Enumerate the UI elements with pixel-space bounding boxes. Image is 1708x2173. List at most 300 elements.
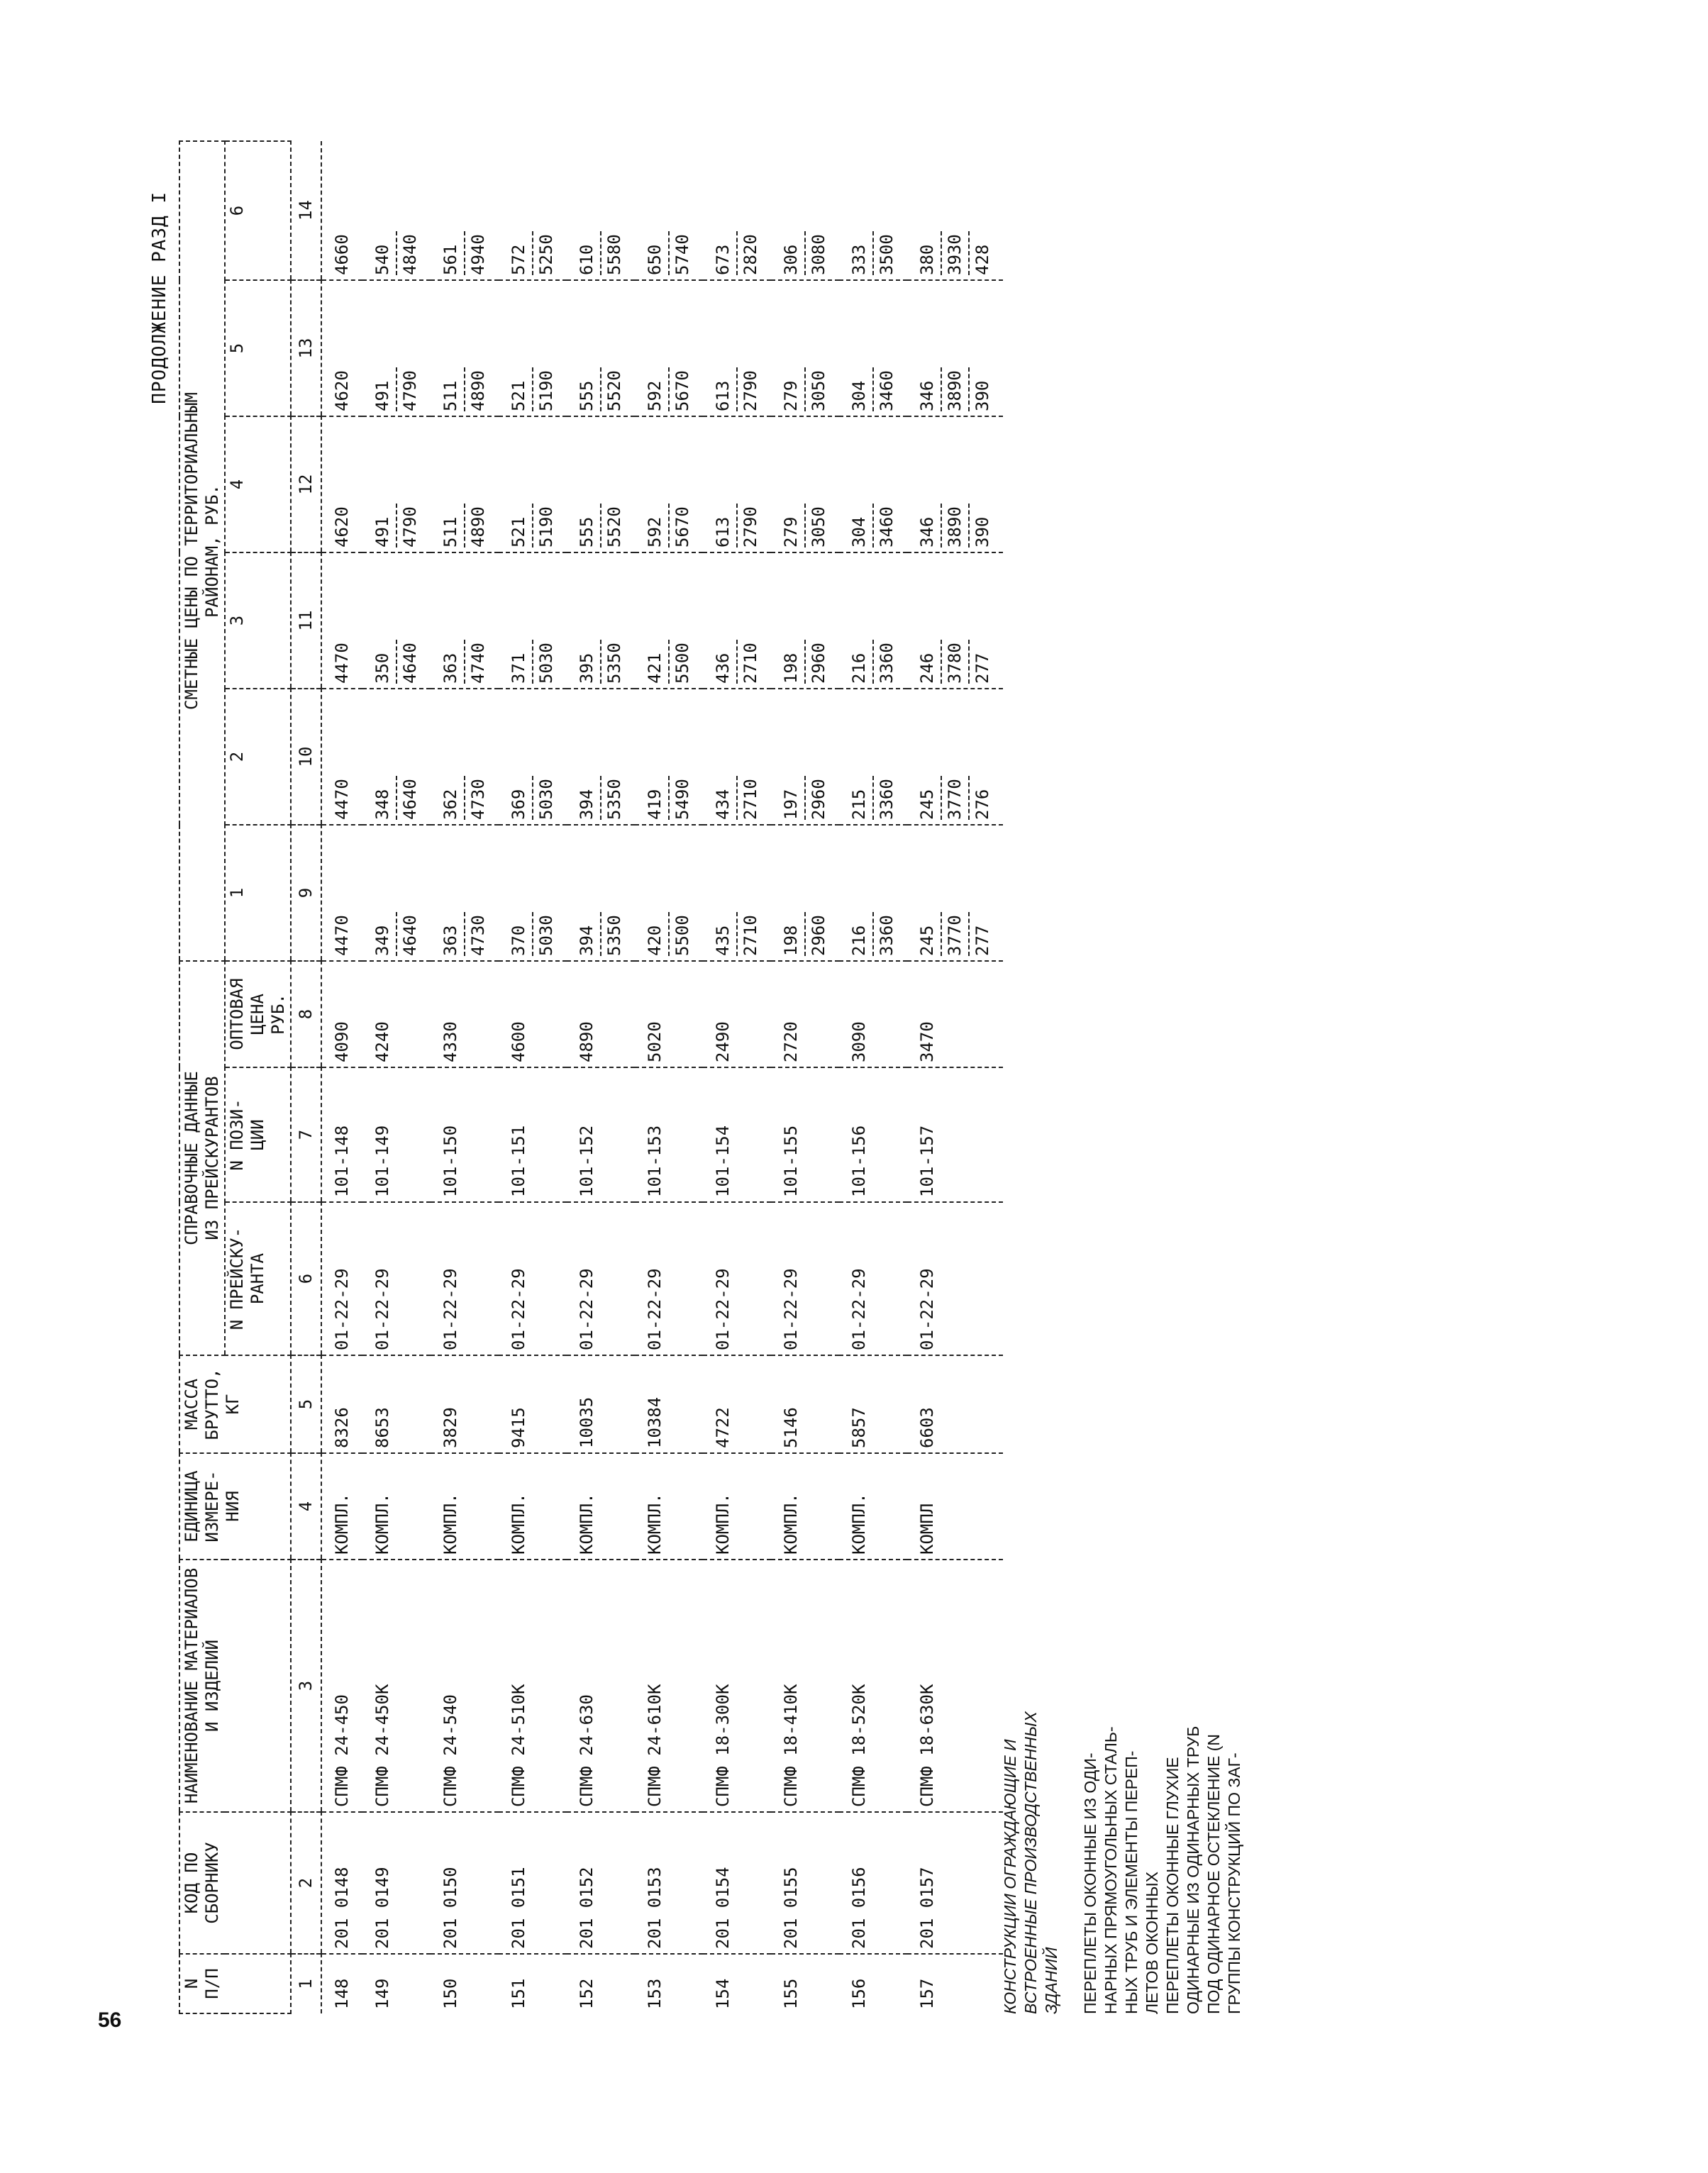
price-value: 4470 — [332, 643, 352, 684]
cell-zone-price — [321, 825, 362, 961]
cell-position: 101-154 — [703, 1067, 771, 1202]
price-value: 246 — [917, 652, 937, 684]
price-value: 5030 — [536, 643, 556, 684]
cell-zone-price — [703, 825, 771, 961]
cell-zone-price — [431, 552, 499, 689]
price-value: 4640 — [400, 915, 420, 956]
dashed-separator — [968, 231, 970, 275]
price-value: 362 — [440, 789, 460, 820]
cell-wholesale: 4240 — [362, 961, 431, 1067]
price-value: 5350 — [604, 915, 624, 956]
cell-mass: 3829 — [431, 1355, 499, 1453]
cell-name: СПМФ 24-610К — [635, 1560, 703, 1812]
cell-zone-price — [362, 689, 431, 825]
cell-zone-price — [499, 141, 567, 280]
price-value: 521 — [509, 380, 528, 411]
table-body — [321, 141, 1003, 2013]
dashed-separator — [464, 367, 465, 411]
column-number: 9 — [291, 825, 321, 961]
dashed-separator — [532, 776, 533, 820]
dashed-separator — [804, 912, 806, 956]
price-value: 5190 — [536, 370, 556, 411]
cell-mass: 8653 — [362, 1355, 431, 1453]
cell-zone-price — [499, 416, 567, 552]
price-value: 3780 — [945, 643, 965, 684]
price-value: 4470 — [332, 915, 352, 956]
cell-zone-price — [771, 280, 839, 416]
header-position: N ПОЗИ- ЦИИ — [225, 1067, 291, 1202]
dashed-separator — [396, 640, 397, 684]
dashed-separator — [396, 231, 397, 275]
cell-n: 151 — [509, 1978, 528, 2009]
dashed-separator — [736, 231, 738, 275]
cell-zone-price — [431, 416, 499, 552]
cell-n: 149 — [372, 1978, 392, 2009]
cell-position: 101-152 — [567, 1067, 635, 1202]
price-value: 561 — [440, 244, 460, 275]
price-value: 511 — [440, 516, 460, 548]
cell-zone-price — [771, 825, 839, 961]
dashed-separator — [464, 776, 465, 820]
dashed-separator — [532, 231, 533, 275]
price-value: 370 — [509, 925, 528, 956]
price-value: 4730 — [468, 779, 488, 820]
cell-zone-price — [635, 416, 703, 552]
dashed-separator — [736, 776, 738, 820]
price-value: 592 — [645, 516, 665, 548]
notes-section-title: КОНСТРУКЦИИ ОГРАЖДАЮЩИЕ И ВСТРОЕННЫЕ ПРОИЗВОДСТВЕННЫХ ЗДАНИЙ — [1001, 1711, 1060, 2014]
cell-position: 101-153 — [635, 1067, 703, 1202]
dashed-separator — [600, 640, 601, 684]
price-value: 2790 — [741, 370, 760, 411]
cell-name: СПМФ 18-410К — [771, 1560, 839, 1812]
cell-zone-price — [362, 552, 431, 689]
dashed-separator — [600, 231, 601, 275]
cell-n: 154 — [713, 1978, 733, 2009]
price-value: 2710 — [741, 915, 760, 956]
table-row — [839, 141, 907, 2013]
cell-code: 201 0155 — [771, 1812, 839, 1954]
cell-zone-price — [771, 141, 839, 280]
price-value: 421 — [645, 652, 665, 684]
price-value: 390 — [972, 516, 992, 548]
price-value: 3460 — [877, 370, 897, 411]
cell-zone-price — [839, 689, 907, 825]
dashed-separator — [872, 640, 874, 684]
price-value: 5030 — [536, 779, 556, 820]
cell-zone-price — [703, 280, 771, 416]
cell-zone-price — [635, 825, 703, 961]
price-value: 3770 — [945, 915, 965, 956]
table-row — [499, 141, 567, 2013]
dashed-separator — [532, 504, 533, 548]
cell-wholesale: 4890 — [567, 961, 635, 1067]
header-zone-6: 6 — [225, 141, 291, 280]
cell-pricelist: 01-22-29 — [771, 1202, 839, 1355]
cell-mass: 5857 — [839, 1355, 907, 1453]
table-row — [635, 141, 703, 2013]
header-unit: ЕДИНИЦА ИЗМЕРЕ- НИЯ — [179, 1453, 291, 1560]
cell-zone-price — [703, 141, 771, 280]
cell-n: 153 — [645, 1978, 665, 2009]
price-value: 3890 — [945, 506, 965, 548]
page-number: 56 — [98, 2008, 122, 2032]
price-value: 394 — [577, 789, 597, 820]
cell-name: СПМФ 18-520К — [839, 1560, 907, 1812]
price-value: 3360 — [877, 643, 897, 684]
cell-zone-price — [567, 416, 635, 552]
cell-wholesale: 3470 — [907, 961, 1003, 1067]
price-value: 279 — [781, 516, 801, 548]
cell-name: СПМФ 24-510К — [499, 1560, 567, 1812]
cell-unit: КОМПЛ. — [703, 1453, 771, 1560]
cell-mass: 10035 — [567, 1355, 635, 1453]
price-value: 371 — [509, 652, 528, 684]
table-row — [431, 141, 499, 2013]
price-value: 279 — [781, 380, 801, 411]
price-value: 304 — [849, 516, 869, 548]
cell-zone-price — [839, 825, 907, 961]
cell-wholesale: 4090 — [321, 961, 362, 1067]
dashed-separator — [396, 367, 397, 411]
price-value: 3080 — [809, 234, 828, 275]
price-value: 390 — [972, 380, 992, 411]
dashed-separator — [532, 912, 533, 956]
table-row — [907, 141, 1003, 2013]
dashed-separator — [736, 367, 738, 411]
cell-pricelist: 01-22-29 — [907, 1202, 1003, 1355]
dashed-separator — [968, 776, 970, 820]
price-value: 3890 — [945, 370, 965, 411]
cell-zone-price — [499, 825, 567, 961]
price-value: 436 — [713, 652, 733, 684]
price-value: 592 — [645, 380, 665, 411]
cell-position: 101-148 — [321, 1067, 362, 1202]
cell-zone-price — [907, 416, 1003, 552]
cell-zone-price — [907, 689, 1003, 825]
dashed-separator — [736, 640, 738, 684]
cell-pricelist: 01-22-29 — [839, 1202, 907, 1355]
price-value: 419 — [645, 789, 665, 820]
cell-zone-price — [362, 280, 431, 416]
column-number: 6 — [291, 1202, 321, 1355]
price-value: 2960 — [809, 779, 828, 820]
cell-pricelist: 01-22-29 — [703, 1202, 771, 1355]
price-value: 3360 — [877, 779, 897, 820]
header-n: N П/П — [179, 1954, 291, 2013]
dashed-separator — [968, 912, 970, 956]
cell-code: 201 0156 — [839, 1812, 907, 1954]
cell-n: 152 — [577, 1978, 597, 2009]
column-number: 5 — [291, 1355, 321, 1453]
price-value: 198 — [781, 652, 801, 684]
cell-unit: КОМПЛ. — [635, 1453, 703, 1560]
cell-zone-price — [499, 552, 567, 689]
cell-position: 101-157 — [907, 1067, 1003, 1202]
cell-n: 155 — [781, 1978, 801, 2009]
column-number: 7 — [291, 1067, 321, 1202]
cell-zone-price — [321, 280, 362, 416]
cell-zone-price — [839, 416, 907, 552]
dashed-separator — [872, 912, 874, 956]
column-number: 10 — [291, 689, 321, 825]
cell-zone-price — [839, 552, 907, 689]
price-value: 395 — [577, 652, 597, 684]
header-price-group: СМЕТНЫЕ ЦЕНЫ ПО ТЕРРИТОРИАЛЬНЫМ РАЙОНАМ, РУБ. — [179, 141, 225, 961]
cell-code: 201 0148 — [321, 1812, 362, 1954]
cell-name: СПМФ 24-630 — [567, 1560, 635, 1812]
dashed-separator — [668, 640, 670, 684]
dashed-separator — [464, 504, 465, 548]
cell-unit: КОМПЛ. — [362, 1453, 431, 1560]
column-numbers-row — [291, 141, 321, 2013]
cell-pricelist: 01-22-29 — [635, 1202, 703, 1355]
column-number: 8 — [291, 961, 321, 1067]
price-value: 4640 — [400, 643, 420, 684]
cell-pricelist: 01-22-29 — [362, 1202, 431, 1355]
price-value: 3360 — [877, 915, 897, 956]
dashed-separator — [941, 776, 942, 820]
price-value: 434 — [713, 789, 733, 820]
column-number: 1 — [291, 1954, 321, 2013]
cell-zone-price — [362, 141, 431, 280]
price-value: 333 — [849, 244, 869, 275]
cell-zone-price — [321, 141, 362, 280]
cell-n: 150 — [440, 1978, 460, 2009]
cell-zone-price — [567, 141, 635, 280]
price-value: 348 — [372, 789, 392, 820]
dashed-separator — [804, 367, 806, 411]
cell-n: 157 — [917, 1978, 937, 2009]
dashed-separator — [941, 367, 942, 411]
column-number: 3 — [291, 1560, 321, 1812]
price-value: 4730 — [468, 915, 488, 956]
dashed-separator — [396, 504, 397, 548]
price-value: 5490 — [672, 779, 692, 820]
cell-unit: КОМПЛ. — [839, 1453, 907, 1560]
price-value: 491 — [372, 516, 392, 548]
price-value: 3930 — [945, 234, 965, 275]
price-value: 245 — [917, 925, 937, 956]
cell-mass: 5146 — [771, 1355, 839, 1453]
cell-zone-price — [431, 689, 499, 825]
price-value: 521 — [509, 516, 528, 548]
dashed-separator — [872, 776, 874, 820]
cell-position: 101-150 — [431, 1067, 499, 1202]
dashed-separator — [668, 504, 670, 548]
price-value: 2790 — [741, 506, 760, 548]
price-value: 610 — [577, 244, 597, 275]
price-value: 4890 — [468, 370, 488, 411]
price-value: 363 — [440, 925, 460, 956]
header-zone-2: 2 — [225, 689, 291, 825]
cell-unit: КОМПЛ — [907, 1453, 1003, 1560]
cell-zone-price — [567, 280, 635, 416]
cell-name: СПМФ 24-540 — [431, 1560, 499, 1812]
price-value: 369 — [509, 789, 528, 820]
cell-mass: 10384 — [635, 1355, 703, 1453]
cell-zone-price — [431, 141, 499, 280]
price-value: 245 — [917, 789, 937, 820]
dashed-separator — [968, 504, 970, 548]
price-value: 3050 — [809, 370, 828, 411]
price-value: 3460 — [877, 506, 897, 548]
notes-block — [1000, 1617, 1245, 2014]
column-number: 4 — [291, 1453, 321, 1560]
header-zone-5: 5 — [225, 280, 291, 416]
dashed-separator — [804, 504, 806, 548]
cell-zone-price — [907, 825, 1003, 961]
cell-code: 201 0152 — [567, 1812, 635, 1954]
price-value: 197 — [781, 789, 801, 820]
cell-unit: КОМПЛ. — [431, 1453, 499, 1560]
table-row — [567, 141, 635, 2013]
dashed-separator — [600, 504, 601, 548]
rotated-page — [149, 142, 1291, 2014]
cell-mass: 8326 — [321, 1355, 362, 1453]
cell-zone-price — [907, 280, 1003, 416]
price-value: 3050 — [809, 506, 828, 548]
price-value: 5500 — [672, 915, 692, 956]
dashed-separator — [668, 231, 670, 275]
column-number: 2 — [291, 1812, 321, 1954]
cell-mass: 9415 — [499, 1355, 567, 1453]
price-table — [179, 140, 1003, 2014]
price-value: 198 — [781, 925, 801, 956]
price-value: 428 — [972, 244, 992, 275]
price-value: 363 — [440, 652, 460, 684]
price-value: 5670 — [672, 370, 692, 411]
dashed-separator — [668, 367, 670, 411]
cell-n: 156 — [849, 1978, 869, 2009]
cell-mass: 4722 — [703, 1355, 771, 1453]
cell-mass: 6603 — [907, 1355, 1003, 1453]
cell-zone-price — [703, 416, 771, 552]
price-value: 2960 — [809, 915, 828, 956]
cell-unit: КОМПЛ. — [499, 1453, 567, 1560]
cell-zone-price — [703, 689, 771, 825]
cell-zone-price — [431, 280, 499, 416]
dashed-separator — [532, 367, 533, 411]
cell-zone-price — [635, 280, 703, 416]
cell-zone-price — [362, 416, 431, 552]
price-value: 2710 — [741, 643, 760, 684]
dashed-separator — [941, 504, 942, 548]
dashed-separator — [736, 912, 738, 956]
dashed-separator — [968, 640, 970, 684]
price-value: 5520 — [604, 370, 624, 411]
cell-pricelist: 01-22-29 — [431, 1202, 499, 1355]
table-row — [321, 141, 362, 2013]
table-row — [362, 141, 431, 2013]
column-number: 14 — [291, 141, 321, 280]
price-value: 673 — [713, 244, 733, 275]
cell-zone-price — [635, 689, 703, 825]
continuation-label: ПРОДОЛЖЕНИЕ РАЗД I — [149, 191, 170, 404]
notes-text-1: ПЕРЕПЛЕТЫ ОКОННЫЕ ИЗ ОДИ- НАРНЫХ ПРЯМОУГОЛЬНЫХ СТАЛЬ- НЫХ ТРУБ И ЭЛЕМЕНТЫ ПЕРЕП- ЛЕТОВ ОКОННЫХ — [1081, 1726, 1161, 2014]
price-value: 4890 — [468, 506, 488, 548]
price-value: 5740 — [672, 234, 692, 275]
cell-zone-price — [362, 825, 431, 961]
dashed-separator — [804, 776, 806, 820]
header-zone-4: 4 — [225, 416, 291, 552]
price-value: 2820 — [741, 234, 760, 275]
dashed-separator — [396, 912, 397, 956]
header-pricelist: N ПРЕЙСКУ- РАНТА — [225, 1202, 291, 1355]
cell-position: 101-155 — [771, 1067, 839, 1202]
price-value: 435 — [713, 925, 733, 956]
price-value: 420 — [645, 925, 665, 956]
dashed-separator — [804, 640, 806, 684]
price-value: 380 — [917, 244, 937, 275]
header-wholesale: ОПТОВАЯ ЦЕНА РУБ. — [225, 961, 291, 1067]
dashed-separator — [600, 367, 601, 411]
cell-code: 201 0154 — [703, 1812, 771, 1954]
table-row — [771, 141, 839, 2013]
cell-zone-price — [567, 825, 635, 961]
price-value: 4940 — [468, 234, 488, 275]
price-value: 306 — [781, 244, 801, 275]
dashed-separator — [736, 504, 738, 548]
cell-code: 201 0149 — [362, 1812, 431, 1954]
dashed-separator — [872, 231, 874, 275]
dashed-separator — [872, 504, 874, 548]
dashed-separator — [804, 231, 806, 275]
price-value: 5500 — [672, 643, 692, 684]
dashed-separator — [532, 640, 533, 684]
cell-n: 148 — [332, 1978, 352, 2009]
cell-zone-price — [907, 141, 1003, 280]
price-value: 4840 — [400, 234, 420, 275]
dashed-separator — [941, 231, 942, 275]
price-value: 276 — [972, 789, 992, 820]
cell-zone-price — [771, 689, 839, 825]
notes-text-2: ПЕРЕПЛЕТЫ ОКОННЫЕ ГЛУХИЕ ОДИНАРНЫЕ ИЗ ОДИНАРНЫХ ТРУБ ПОД ОДИНАРНОЕ ОСТЕКЛЕНИЕ (N ГРУППЫ КОНСТРУКЦИЙ ПО ЗАГ- — [1163, 1725, 1243, 2014]
cell-position: 101-156 — [839, 1067, 907, 1202]
price-value: 349 — [372, 925, 392, 956]
cell-zone-price — [499, 689, 567, 825]
cell-unit: КОМПЛ. — [771, 1453, 839, 1560]
column-number: 11 — [291, 552, 321, 689]
price-value: 4470 — [332, 779, 352, 820]
cell-wholesale: 4330 — [431, 961, 499, 1067]
price-value: 215 — [849, 789, 869, 820]
price-value: 5030 — [536, 915, 556, 956]
dashed-separator — [600, 776, 601, 820]
price-value: 555 — [577, 516, 597, 548]
price-value: 4620 — [332, 370, 352, 411]
price-value: 216 — [849, 652, 869, 684]
price-value: 5520 — [604, 506, 624, 548]
cell-name: СПМФ 24-450К — [362, 1560, 431, 1812]
price-value: 5190 — [536, 506, 556, 548]
dashed-separator — [464, 912, 465, 956]
price-value: 5350 — [604, 643, 624, 684]
price-value: 4790 — [400, 370, 420, 411]
cell-zone-price — [635, 552, 703, 689]
cell-zone-price — [703, 552, 771, 689]
price-value: 4640 — [400, 779, 420, 820]
price-value: 2960 — [809, 643, 828, 684]
price-value: 394 — [577, 925, 597, 956]
price-value: 277 — [972, 652, 992, 684]
cell-zone-price — [321, 552, 362, 689]
cell-unit: КОМПЛ. — [567, 1453, 635, 1560]
cell-pricelist: 01-22-29 — [567, 1202, 635, 1355]
dashed-separator — [968, 367, 970, 411]
cell-position: 101-149 — [362, 1067, 431, 1202]
cell-zone-price — [499, 280, 567, 416]
